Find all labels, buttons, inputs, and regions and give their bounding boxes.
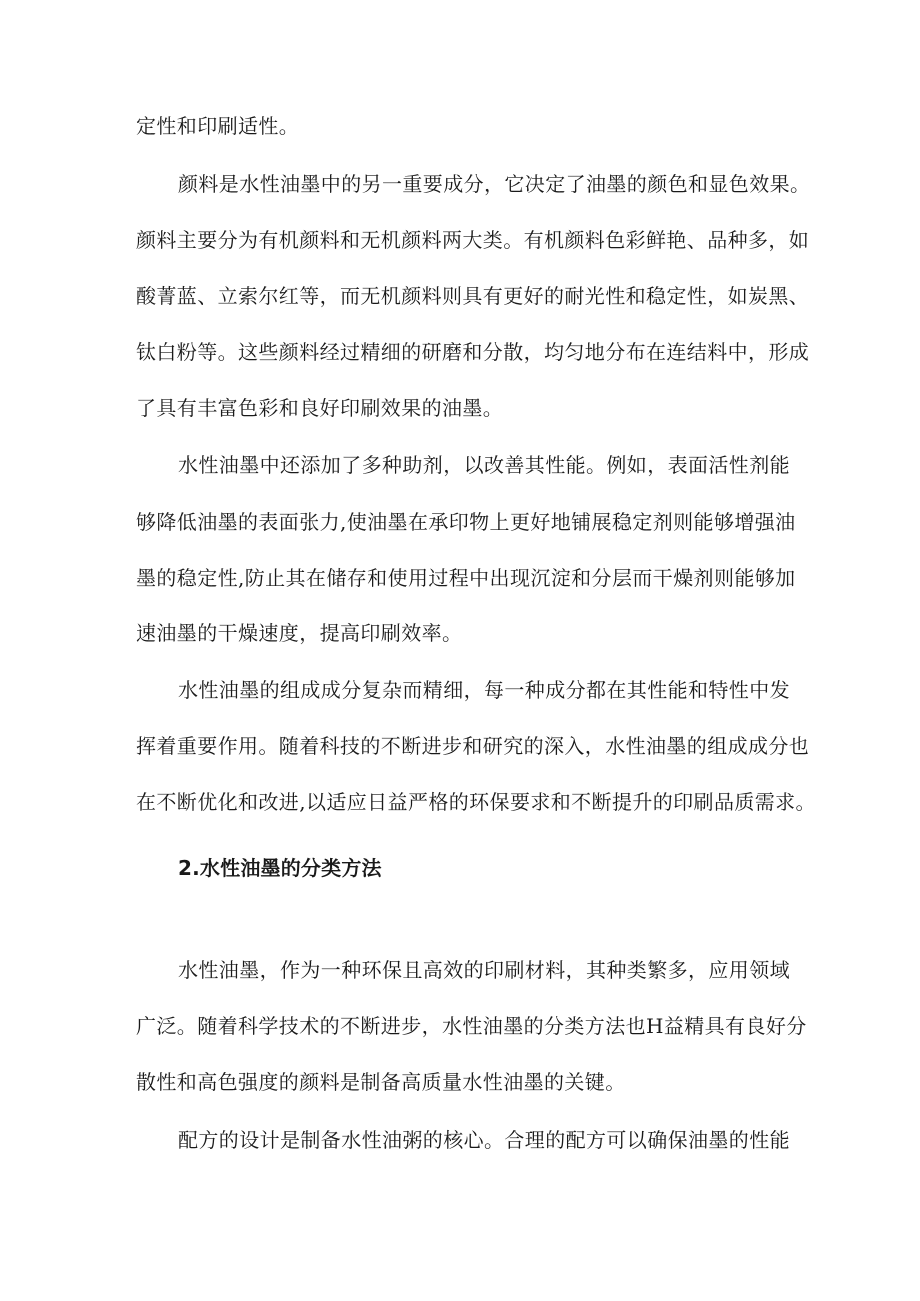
text-line: 广泛。随着科学技术的不断进步，水性油墨的分类方法也H益精具有良好分 xyxy=(136,1014,807,1038)
text-line: 够降低油墨的表面张力,使油墨在承印物上更好地铺展稳定剂则能够增强油 xyxy=(136,510,796,534)
text-line: 定性和印刷适性。 xyxy=(136,114,300,138)
text-line: 颜料是水性油墨中的另一重要成分，它决定了油墨的颜色和显色效果。 xyxy=(178,172,811,196)
section-heading: 2.水性油墨的分类方法 xyxy=(178,856,382,880)
text-line: 散性和高色强度的颜料是制备高质量水性油墨的关键。 xyxy=(136,1070,626,1094)
text-line: 酸菁蓝、立索尔红等，而无机颜料则具有更好的耐光性和稳定性，如炭黑、 xyxy=(136,284,810,308)
text-line: 挥着重要作用。随着科技的不断进步和研究的深入，水性油墨的组成成分也 xyxy=(136,734,810,758)
text-line: 配方的设计是制备水性油粥的核心。合理的配方可以确保油墨的性能 xyxy=(178,1128,790,1152)
text-line: 了具有丰富色彩和良好印刷效果的油墨。 xyxy=(136,396,504,420)
text-line: 水性油墨，作为一种环保且高效的印刷材料，其种类繁多，应用领域 xyxy=(178,958,790,982)
text-line: 墨的稳定性,防止其在储存和使用过程中出现沉淀和分层而干燥剂则能够加 xyxy=(136,566,796,590)
text-line: 在不断优化和改进,以适应日益严格的环保要求和不断提升的印刷品质需求。 xyxy=(136,790,816,814)
text-line: 水性油墨的组成成分复杂而精细，每一种成分都在其性能和特性中发 xyxy=(178,678,790,702)
text-line: 速油墨的干燥速度，提高印刷效率。 xyxy=(136,621,463,645)
text-line: 颜料主要分为有机颜料和无机颜料两大类。有机颜料色彩鲜艳、品种多，如 xyxy=(136,228,810,252)
text-line: 钛白粉等。这些颜料经过精细的研磨和分散，均匀地分布在连结料中，形成 xyxy=(136,340,810,364)
text-line: 水性油墨中还添加了多种助剂，以改善其性能。例如，表面活性剂能 xyxy=(178,453,790,477)
